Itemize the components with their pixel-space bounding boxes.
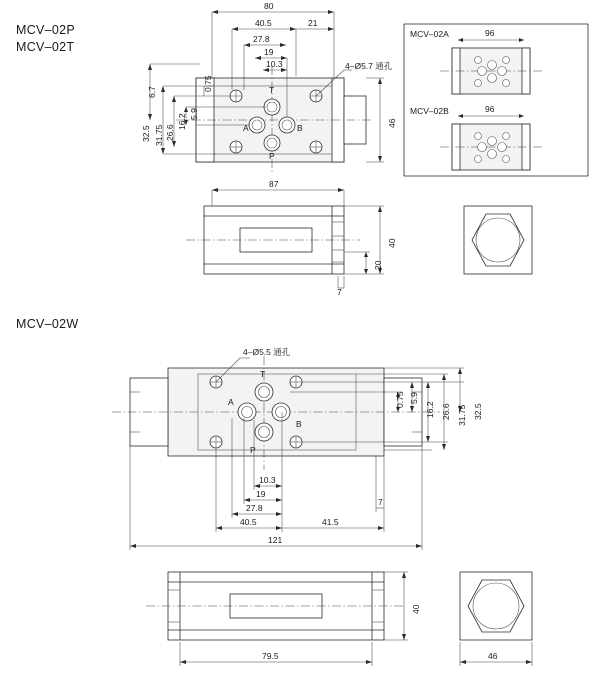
- dim-top1-6-7: 6.7: [147, 86, 157, 98]
- dim-top2-40-5: 40.5: [240, 517, 257, 527]
- model-label-mcv02p: MCV–02P: [16, 23, 76, 37]
- dim-top2-0-75: 0.75: [395, 391, 405, 408]
- model-label-mcv02w: MCV–02W: [16, 317, 79, 331]
- hole-note-top1: 4–Ø5.7 通孔: [345, 61, 393, 71]
- dim-top1-26-6: 26.6: [165, 124, 175, 141]
- port-label-b-1: B: [297, 123, 303, 133]
- port-label-p-1: P: [269, 151, 275, 161]
- dim-top2-27-8: 27.8: [246, 503, 263, 513]
- dim-top2-121: 121: [268, 535, 283, 545]
- dim-front2-79-5: 79.5: [262, 651, 279, 661]
- dim-front1-40: 40: [387, 238, 397, 248]
- dim-side2-46: 46: [488, 651, 498, 661]
- dim-top1-5-9: 5.9: [189, 108, 199, 120]
- dim-top1-27-8: 27.8: [253, 34, 270, 44]
- dim-top2-41-5: 41.5: [322, 517, 339, 527]
- dim-top1-40-5: 40.5: [255, 18, 272, 28]
- dim-top1-80: 80: [264, 1, 274, 11]
- inset-dim-a-96: 96: [485, 28, 495, 38]
- dim-top1-0-75: 0.75: [203, 75, 213, 92]
- inset-label-mcv02a: MCV–02A: [410, 29, 449, 39]
- dim-top1-21: 21: [308, 18, 318, 28]
- port-label-t-2: T: [260, 369, 266, 379]
- dim-top2-10-3: 10.3: [259, 475, 276, 485]
- inset-label-mcv02b: MCV–02B: [410, 106, 449, 116]
- port-label-a-1: A: [243, 123, 249, 133]
- dim-front1-20: 20: [373, 260, 383, 270]
- dim-top2-5-9: 5.9: [409, 392, 419, 404]
- dim-front1-7: 7: [337, 287, 342, 297]
- port-label-t-1: T: [269, 85, 275, 95]
- hole-note-top2: 4–Ø5.5 通孔: [243, 347, 291, 357]
- dim-front1-87: 87: [269, 179, 279, 189]
- dim-front2-40: 40: [411, 604, 421, 614]
- port-label-p-2: P: [250, 445, 256, 455]
- dim-top2-26-6: 26.6: [441, 403, 451, 420]
- inset-dim-b-96: 96: [485, 104, 495, 114]
- dim-top2-19: 19: [256, 489, 266, 499]
- dim-top1-32-5: 32.5: [141, 125, 151, 142]
- dim-top1-10-3: 10.3: [266, 59, 283, 69]
- dim-top1-31-75: 31.75: [154, 124, 164, 146]
- dim-top2-7: 7: [378, 497, 383, 507]
- port-label-a-2: A: [228, 397, 234, 407]
- port-label-b-2: B: [296, 419, 302, 429]
- dim-top1-46: 46: [387, 118, 397, 128]
- dim-top2-31-75: 31.75: [457, 404, 467, 426]
- dim-top2-32-5: 32.5: [473, 403, 483, 420]
- dim-top1-19: 19: [264, 47, 274, 57]
- dim-top1-16-2: 16.2: [177, 113, 187, 130]
- model-label-mcv02t: MCV–02T: [16, 40, 75, 54]
- dim-top2-16-2: 16.2: [425, 401, 435, 418]
